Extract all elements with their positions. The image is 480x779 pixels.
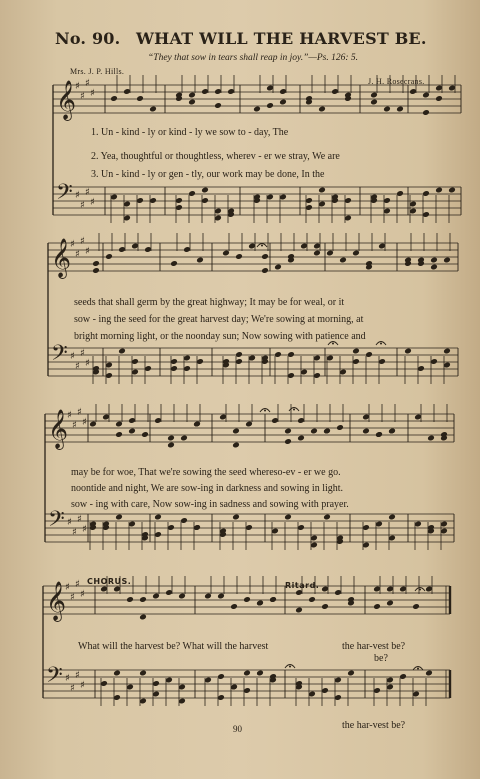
ritard-marking: Ritard. [285, 581, 320, 590]
note-head [430, 257, 438, 264]
note-head [336, 424, 344, 431]
note-head [256, 600, 264, 607]
note-head [105, 253, 113, 260]
sharp-sign-icon: ♯ [75, 670, 80, 681]
epigraph: “They that sow in tears shall reap in joy.”—Ps. 126: 5. [148, 53, 358, 63]
note-head [443, 257, 451, 264]
note-head [352, 348, 360, 355]
note-head [269, 596, 277, 603]
hymn-title: WHAT WILL THE HARVEST BE. [136, 29, 427, 48]
chorus-label: CHORUS. [87, 577, 132, 586]
sharp-sign-icon: ♯ [77, 514, 82, 525]
system-2-verse-1: seeds that shall germ by the great highway; It may be for weal, or it [74, 297, 345, 308]
sharp-sign-icon: ♯ [70, 683, 75, 694]
system-3-verse-2: noontide and night, We are sow-ing in darkness and sowing in light. [71, 483, 344, 494]
note-head [375, 431, 383, 438]
note-head [196, 257, 204, 264]
sharp-sign-icon: ♯ [90, 88, 95, 99]
note-head [92, 260, 100, 267]
fermata-dot [264, 410, 266, 412]
sharp-sign-icon: ♯ [75, 249, 80, 260]
sharp-sign-icon: ♯ [70, 239, 75, 250]
chorus-alto-words-2: be? [374, 653, 388, 664]
note-head [141, 431, 149, 438]
note-head [435, 187, 443, 194]
sharp-sign-icon: ♯ [67, 517, 72, 528]
hymn-number: No. 90. [55, 29, 121, 48]
note-head [339, 257, 347, 264]
note-head [136, 95, 144, 102]
sharp-sign-icon: ♯ [80, 348, 85, 359]
lyricist-credit: Mrs. J. P. Hills. [70, 67, 125, 76]
system-2-verse-2: sow - ing the seed for the great harvest day; We're sowing at morning, at [74, 314, 364, 325]
note-head [115, 431, 123, 438]
note-head [256, 670, 264, 677]
note-head [230, 603, 238, 610]
note-head [154, 514, 162, 521]
note-head [297, 435, 305, 442]
sharp-sign-icon: ♯ [67, 410, 72, 421]
note-head [310, 428, 318, 435]
note-head [318, 106, 326, 113]
sharp-sign-icon: ♯ [80, 236, 85, 247]
note-head [232, 442, 240, 449]
note-head [113, 670, 121, 677]
note-head [373, 603, 381, 610]
treble-clef-icon: 𝄞 [48, 409, 69, 449]
note-head [170, 260, 178, 267]
sharp-sign-icon: ♯ [85, 78, 90, 89]
bass-clef-icon: 𝄢 [46, 663, 63, 693]
note-head [167, 442, 175, 449]
sharp-sign-icon: ♯ [72, 420, 77, 431]
note-head [362, 428, 370, 435]
note-head [412, 603, 420, 610]
sharp-sign-icon: ♯ [75, 361, 80, 372]
system-1-verse-3: 3. Un - kind - ly or gen - tly, our work may be done, In the [91, 169, 325, 180]
note-head [318, 187, 326, 194]
bass-clef-icon: 𝄢 [56, 180, 73, 210]
note-head [149, 106, 157, 113]
note-head [347, 670, 355, 677]
note-head [404, 348, 412, 355]
note-head [243, 670, 251, 677]
chorus-alto-words: the har-vest be? [342, 641, 406, 652]
note-head [110, 95, 118, 102]
sharp-sign-icon: ♯ [70, 351, 75, 362]
fermata-dot [380, 343, 382, 345]
sharp-sign-icon: ♯ [80, 680, 85, 691]
sharp-sign-icon: ♯ [72, 527, 77, 538]
sharp-sign-icon: ♯ [90, 197, 95, 208]
note-head [243, 596, 251, 603]
chorus-words: What will the harvest be? What will the harvest [78, 641, 269, 652]
sharp-sign-icon: ♯ [65, 673, 70, 684]
note-head [422, 109, 430, 116]
bass-clef-icon: 𝄢 [51, 341, 68, 371]
note-head [279, 99, 287, 106]
note-head [274, 264, 282, 271]
note-head [388, 428, 396, 435]
sharp-sign-icon: ♯ [70, 592, 75, 603]
note-head [425, 670, 433, 677]
note-head [430, 264, 438, 271]
sharp-sign-icon: ♯ [75, 579, 80, 590]
note-head [201, 187, 209, 194]
fermata-dot [293, 409, 295, 411]
note-head [370, 99, 378, 106]
fermata-dot [417, 668, 419, 670]
note-head [308, 596, 316, 603]
note-head [321, 603, 329, 610]
system-1-verse-1: 1. Un - kind - ly or kind - ly we sow to - day, The [91, 127, 289, 138]
note-head [261, 253, 269, 260]
note-head [443, 348, 451, 355]
treble-clef-icon: 𝄞 [51, 238, 72, 278]
sharp-sign-icon: ♯ [85, 358, 90, 369]
system-3-verse-1: may be for woe, That we're sowing the seed whereso-ev - er we go. [71, 467, 341, 478]
note-head [261, 267, 269, 274]
treble-clef-icon: 𝄞 [56, 80, 77, 120]
sharp-sign-icon: ♯ [80, 91, 85, 102]
fermata-dot [261, 245, 263, 247]
note-head [448, 187, 456, 194]
sharp-sign-icon: ♯ [80, 589, 85, 600]
note-head [284, 514, 292, 521]
sharp-sign-icon: ♯ [82, 417, 87, 428]
note-head [167, 435, 175, 442]
sharp-sign-icon: ♯ [82, 524, 87, 535]
sharp-sign-icon: ♯ [80, 200, 85, 211]
note-head [139, 596, 147, 603]
note-head [266, 102, 274, 109]
system-3-verse-3: sow - ing with care, Now sow-ing in sadness and sowing with prayer. [71, 499, 349, 510]
sharp-sign-icon: ♯ [75, 190, 80, 201]
page-number: 90 [233, 724, 242, 734]
note-head [115, 514, 123, 521]
note-head [139, 670, 147, 677]
note-head [396, 106, 404, 113]
note-head [232, 514, 240, 521]
sharp-sign-icon: ♯ [85, 246, 90, 257]
sharp-sign-icon: ♯ [85, 187, 90, 198]
note-head [188, 99, 196, 106]
sharp-sign-icon: ♯ [65, 582, 70, 593]
note-head [284, 428, 292, 435]
note-head [180, 435, 188, 442]
note-head [139, 614, 147, 621]
note-head [435, 95, 443, 102]
fermata-dot [332, 343, 334, 345]
note-head [92, 267, 100, 274]
bass-clef-icon: 𝄢 [48, 507, 65, 537]
system-1-verse-2: 2. Yea, thoughtful or thoughtless, wherev - er we stray, We are [91, 151, 340, 162]
sharp-sign-icon: ♯ [75, 81, 80, 92]
fermata-dot [419, 589, 421, 591]
note-head [284, 438, 292, 445]
fermata-dot [289, 666, 291, 668]
note-head [118, 348, 126, 355]
note-head [295, 607, 303, 614]
note-head [323, 428, 331, 435]
note-head [253, 106, 261, 113]
chorus-bass-words: the har-vest be? [342, 720, 406, 731]
note-head [383, 106, 391, 113]
sharp-sign-icon: ♯ [77, 407, 82, 418]
note-head [232, 428, 240, 435]
note-head [386, 600, 394, 607]
treble-clef-icon: 𝄞 [46, 581, 67, 621]
note-head [214, 102, 222, 109]
note-head [128, 428, 136, 435]
note-head [427, 435, 435, 442]
note-head [235, 253, 243, 260]
system-2-verse-3: bright morning light, or the noonday sun; Now sowing with patience and [74, 331, 366, 342]
note-head [388, 514, 396, 521]
note-head [323, 514, 331, 521]
note-head [126, 596, 134, 603]
composer-credit: J. H. Rosecrans. [368, 77, 425, 86]
